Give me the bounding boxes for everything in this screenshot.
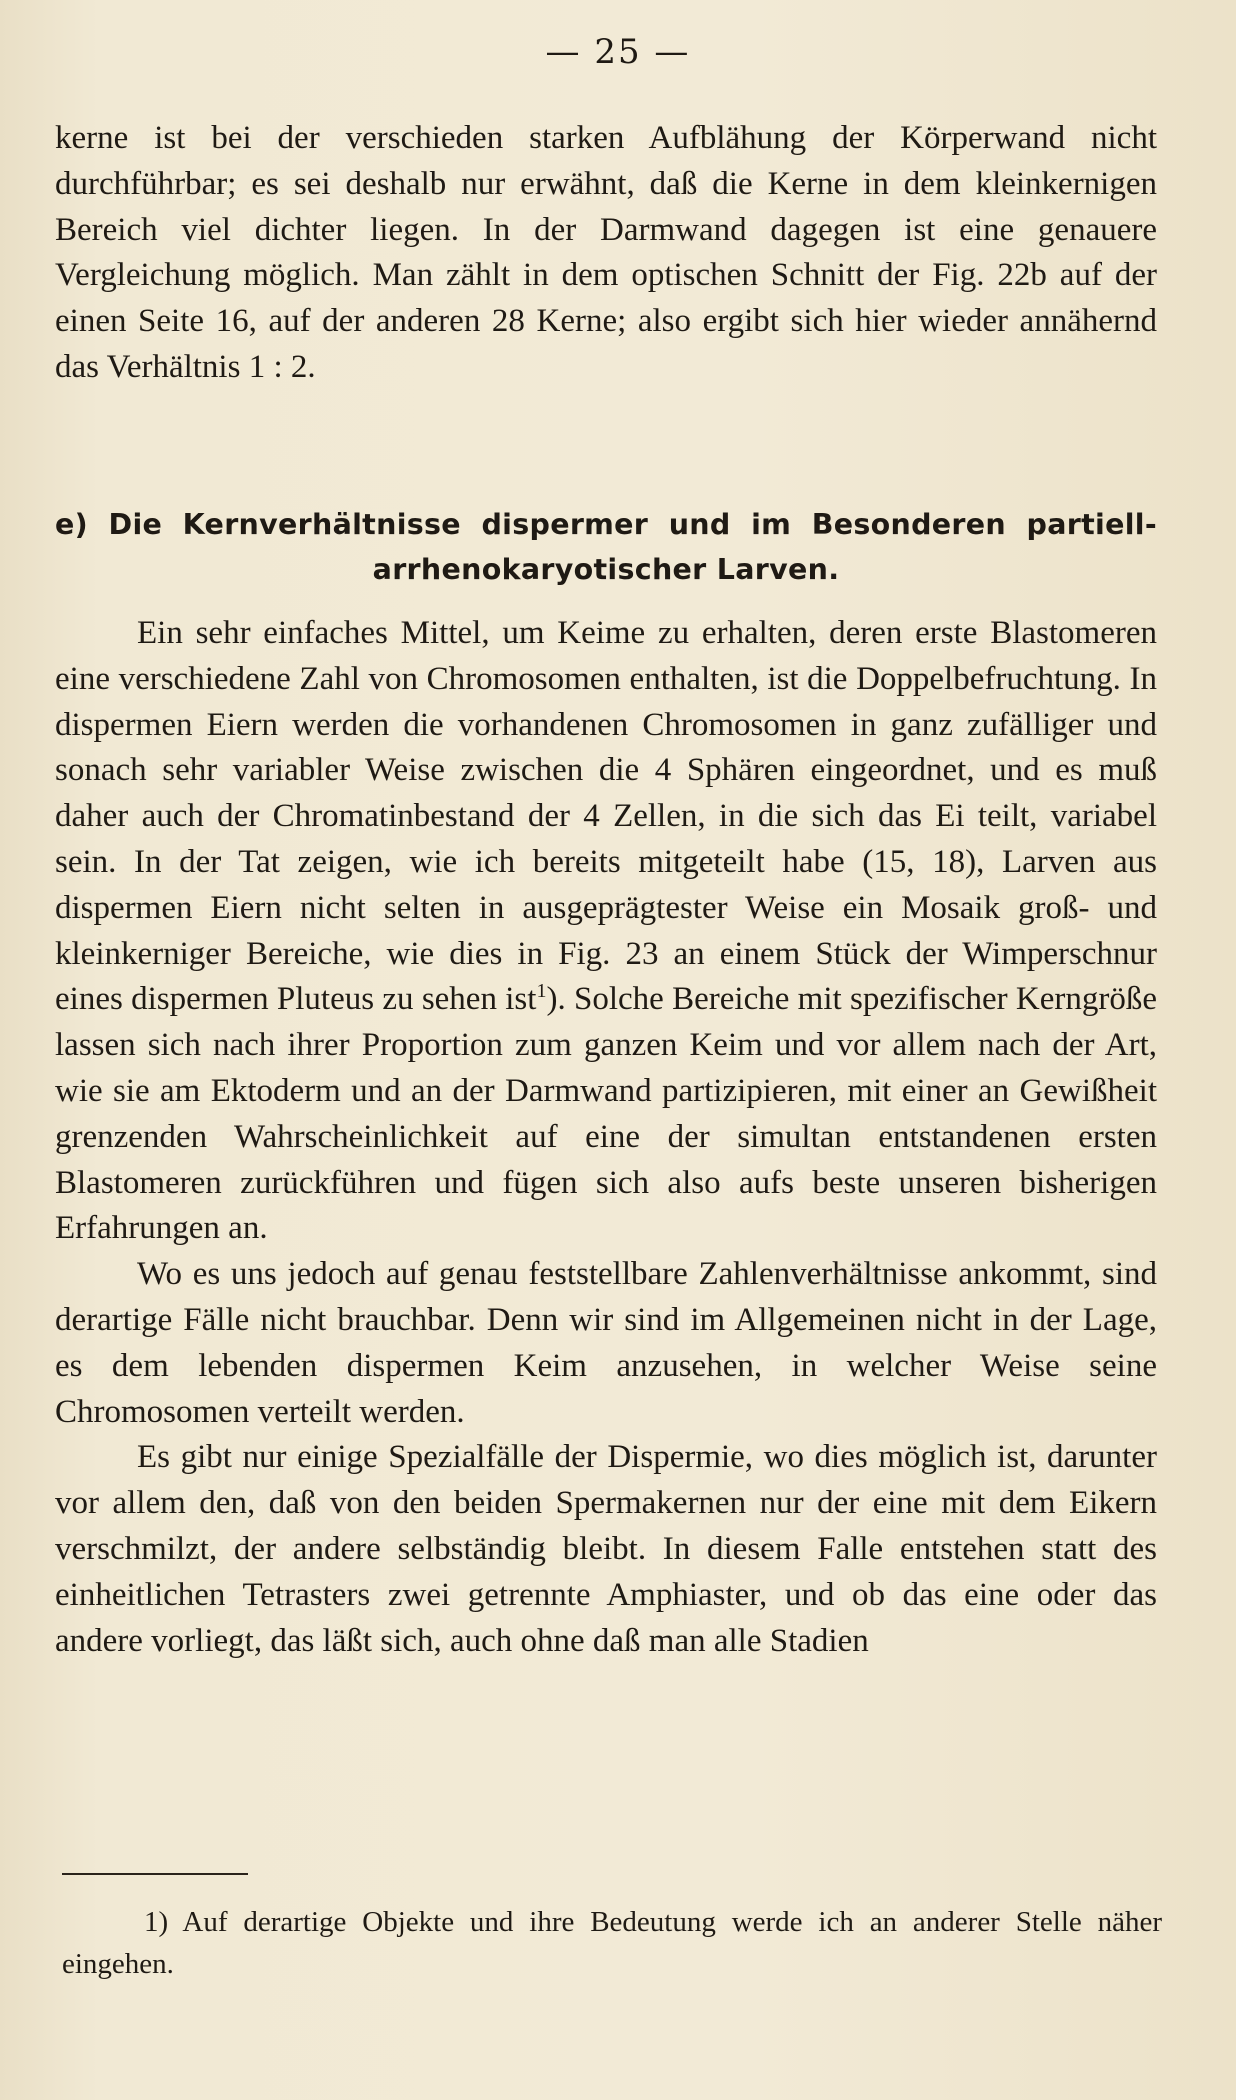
section-heading-line-1: e) Die Kernverhältnisse dispermer und im Besonderen partiell- [55, 508, 1157, 541]
paragraph-text: ). Solche Bereiche mit spezifischer Kerngröße lassen sich nach ihrer Proportion zum ganzen Keim und vor allem nach der Art, wie sie am Ektoderm und an der Darmwand partizipieren, mit einer an Gewißheit grenzenden Wahrscheinlichkeit auf eine der simultan entstandenen ersten Blastomeren zurückführen und fügen sich also aufs beste unseren bisherigen Erfahrungen an. [55, 981, 1157, 1247]
footnote-divider [62, 1873, 248, 1875]
paragraph: Wo es uns jedoch auf genau feststellbare Zahlenverhältnisse ankommt, sind derartige Fälle nicht brauchbar. Denn wir sind im Allgemeinen nicht in der Lage, es dem lebenden dispermen Keim anzusehen, in welcher Weise seine Chromosomen verteilt werden. [55, 1256, 1157, 1430]
footnote-marker[interactable]: 1 [536, 980, 547, 1003]
footnote: 1) Auf derartige Objekte und ihre Bedeutung werde ich an anderer Stelle näher eingehen. [62, 1906, 1162, 1980]
paragraph: kerne ist bei der verschieden starken Aufblähung der Körperwand nicht durchführbar; es sei deshalb nur erwähnt, daß die Kerne in dem kleinkernigen Bereich viel dichter liegen. In der Darmwand dagegen ist eine genauere Vergleichung möglich. Man zählt in dem optischen Schnitt der Fig. 22b auf der einen Seite 16, auf der anderen 28 Kerne; also ergibt sich hier wieder annähernd das Verhältnis 1 : 2. [55, 120, 1157, 385]
paragraph: Es gibt nur einige Spezialfälle der Dispermie, wo dies möglich ist, darunter vor allem den, daß von den beiden Spermakernen nur der eine mit dem Eikern verschmilzt, der andere selbständig bleibt. In diesem Falle entstehen statt des einheitlichen Tetrasters zwei getrennte Amphiaster, und ob das eine oder das andere vorliegt, das läßt sich, auch ohne daß man alle Stadien [55, 1439, 1157, 1659]
body-text-main [55, 611, 1157, 1664]
body-text-top [55, 116, 1157, 391]
paragraph-text: Ein sehr einfaches Mittel, um Keime zu erhalten, deren erste Blastomeren eine verschiedene Zahl von Chromosomen enthalten, ist die Doppelbefruchtung. In dispermen Eiern werden die vorhandenen Chromosomen in ganz zufälliger und sonach sehr variabler Weise zwischen die 4 Sphären eingeordnet, und es muß daher auch der Chromatinbestand der 4 Zellen, in die sich das Ei teilt, variabel sein. In der Tat zeigen, wie ich bereits mitgeteilt habe (15, 18), Larven aus dispermen Eiern nicht selten in ausgeprägtester Weise ein Mosaik groß- und kleinkerniger Bereiche, wie dies in Fig. 23 an einem Stück der Wimperschnur eines dispermen Pluteus zu sehen ist [55, 615, 1157, 1018]
page-number: — 25 — [545, 32, 691, 72]
section-heading [55, 502, 1157, 592]
paragraph [55, 611, 1157, 1252]
section-heading-line-2: arrhenokaryotischer Larven. [372, 553, 840, 586]
